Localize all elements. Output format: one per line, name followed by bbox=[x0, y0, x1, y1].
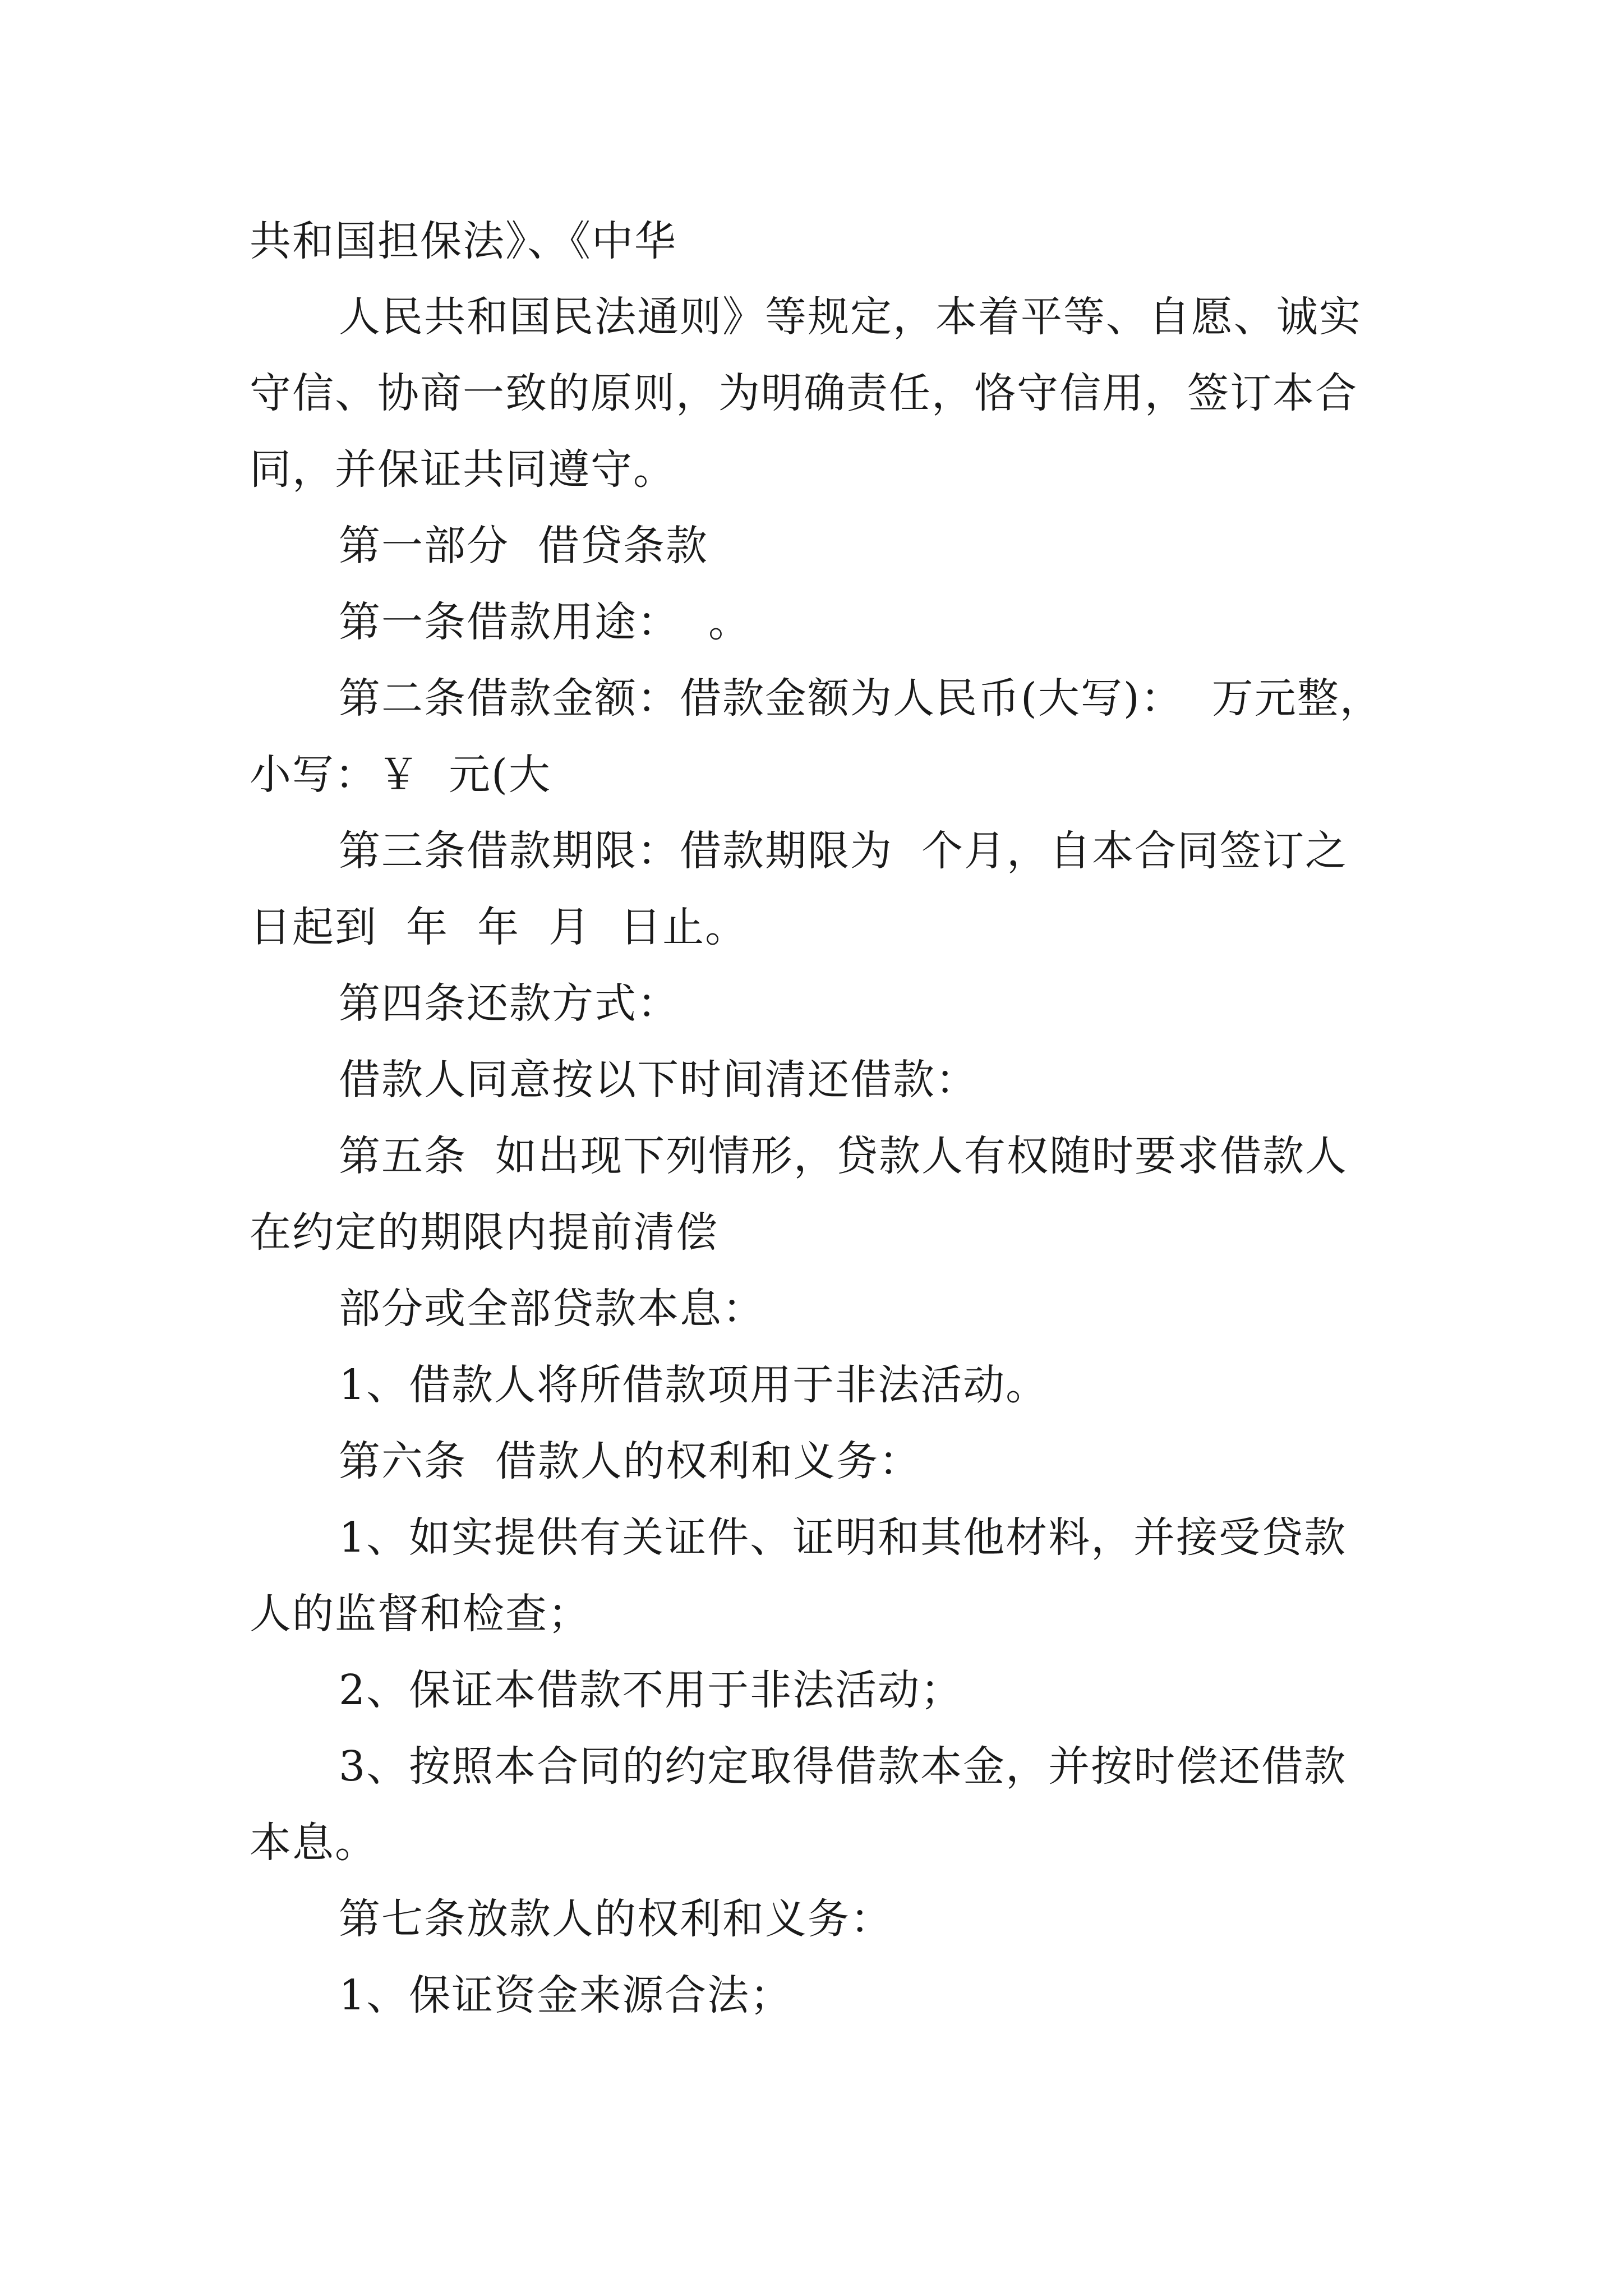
text-line: 3、按照本合同的约定取得借款本金，并按时偿还借款 bbox=[339, 1742, 1347, 1791]
text-line: 第四条还款方式： bbox=[339, 979, 680, 1028]
text-line: 第六条 借款人的权利和义务： bbox=[339, 1437, 922, 1485]
text-line: 同，并保证共同遵守。 bbox=[250, 445, 676, 494]
text-line: 2、保证本借款不用于非法活动； bbox=[339, 1666, 963, 1714]
text-line: 人民共和国民法通则》等规定，本着平等、自愿、诚实 bbox=[339, 293, 1362, 341]
section-heading: 第一部分 借贷条款 bbox=[339, 522, 709, 570]
text-line: 1、保证资金来源合法； bbox=[339, 1971, 793, 2019]
text-line: 第三条借款期限：借款期限为 个月，自本合同签订之 bbox=[339, 827, 1348, 875]
text-line: 部分或全部贷款本息： bbox=[339, 1285, 765, 1333]
text-line: 共和国担保法》、《中华 bbox=[250, 217, 677, 265]
text-line: 日起到 年 年 月 日止。 bbox=[250, 903, 748, 951]
text-line: 守信、协商一致的原则，为明确责任，恪守信用，签订本合 bbox=[250, 369, 1358, 417]
text-line: 在约定的期限内提前清偿 bbox=[250, 1208, 718, 1257]
text-line: 借款人同意按以下时间清还借款： bbox=[339, 1056, 978, 1104]
text-line: 第五条 如出现下列情形，贷款人有权随时要求借款人 bbox=[339, 1132, 1348, 1180]
text-line: 第二条借款金额：借款金额为人民币(大写)： 万元整， bbox=[339, 674, 1382, 723]
text-line: 第一条借款用途： 。 bbox=[339, 598, 751, 646]
text-line: 人的监督和检查； bbox=[250, 1590, 591, 1638]
text-line: 1、借款人将所借款项用于非法活动。 bbox=[339, 1361, 1049, 1409]
text-line: 小写：￥ 元(大 bbox=[250, 751, 551, 799]
text-line: 本息。 bbox=[250, 1819, 377, 1867]
text-line: 1、如实提供有关证件、证明和其他材料，并接受贷款 bbox=[339, 1513, 1347, 1562]
text-line: 第七条放款人的权利和义务： bbox=[339, 1895, 893, 1943]
